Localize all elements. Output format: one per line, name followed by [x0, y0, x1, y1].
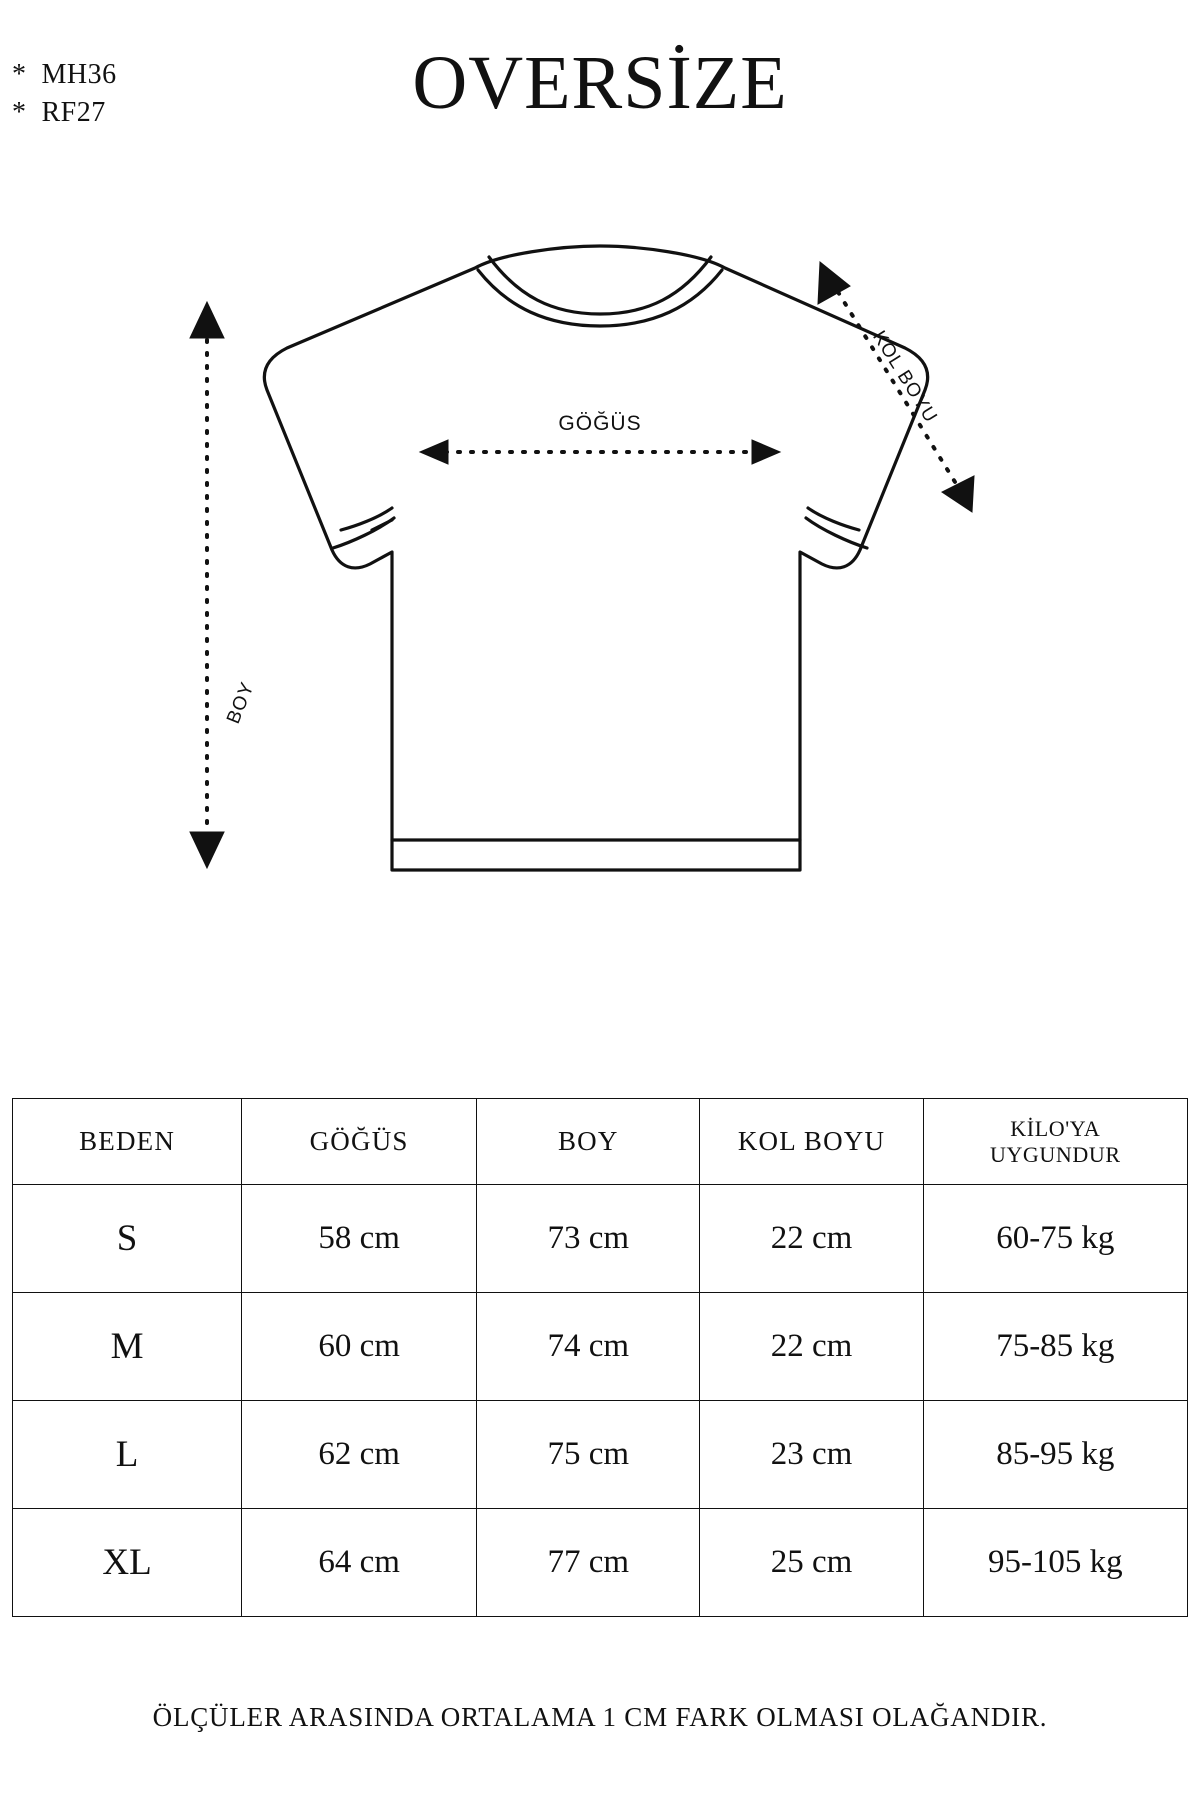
table-row [13, 1185, 1188, 1293]
cell-kilo: 85-95 kg [923, 1401, 1187, 1509]
column-header-boy: BOY [477, 1099, 700, 1185]
length-measure-arrow [190, 302, 224, 868]
cell-kilo: 60-75 kg [923, 1185, 1187, 1293]
cell-beden: XL [13, 1509, 242, 1617]
cell-beden: S [13, 1185, 242, 1293]
cell-boy: 75 cm [477, 1401, 700, 1509]
table-header-row [13, 1099, 1188, 1185]
cell-beden: L [13, 1401, 242, 1509]
size-table [12, 1098, 1188, 1617]
cell-gogus: 62 cm [242, 1401, 477, 1509]
cell-kol: 22 cm [700, 1185, 923, 1293]
cell-gogus: 64 cm [242, 1509, 477, 1617]
cell-boy: 73 cm [477, 1185, 700, 1293]
cell-kol: 22 cm [700, 1293, 923, 1401]
cell-gogus: 58 cm [242, 1185, 477, 1293]
column-header-beden: BEDEN [13, 1099, 242, 1185]
cell-boy: 77 cm [477, 1509, 700, 1617]
size-table-wrapper [12, 1098, 1188, 1617]
product-code-1: * MH36 [12, 59, 117, 90]
table-row [13, 1293, 1188, 1401]
table-row [13, 1509, 1188, 1617]
cell-kol: 23 cm [700, 1401, 923, 1509]
sleeve-measure-arrow [818, 262, 974, 512]
product-code-2: * RF27 [12, 96, 106, 128]
column-header-kilo [923, 1099, 1187, 1185]
page-title: OVERSİZE [412, 41, 788, 125]
footnote: ÖLÇÜLER ARASINDA ORTALAMA 1 CM FARK OLMASI OLAĞANDIR. [152, 1702, 1048, 1732]
cell-kilo: 75-85 kg [923, 1293, 1187, 1401]
tshirt-diagram [0, 230, 1200, 950]
cell-kilo: 95-105 kg [923, 1509, 1187, 1617]
chest-measure-arrow [420, 440, 780, 464]
cell-boy: 74 cm [477, 1293, 700, 1401]
column-header-kilo-line2: UYGUNDUR [989, 1141, 1121, 1167]
sleeve-label: KOL BOYU [868, 327, 942, 427]
length-label: BOY [223, 679, 259, 727]
chest-label: GÖĞÜS [558, 412, 642, 435]
cell-kol: 25 cm [700, 1509, 923, 1617]
tshirt-outline [264, 246, 927, 870]
column-header-kol-boyu: KOL BOYU [700, 1099, 923, 1185]
cell-beden: M [13, 1293, 242, 1401]
column-header-kilo-line1: KİLO'YA [1010, 1116, 1101, 1142]
column-header-gogus: GÖĞÜS [242, 1099, 477, 1185]
table-row [13, 1401, 1188, 1509]
cell-gogus: 60 cm [242, 1293, 477, 1401]
